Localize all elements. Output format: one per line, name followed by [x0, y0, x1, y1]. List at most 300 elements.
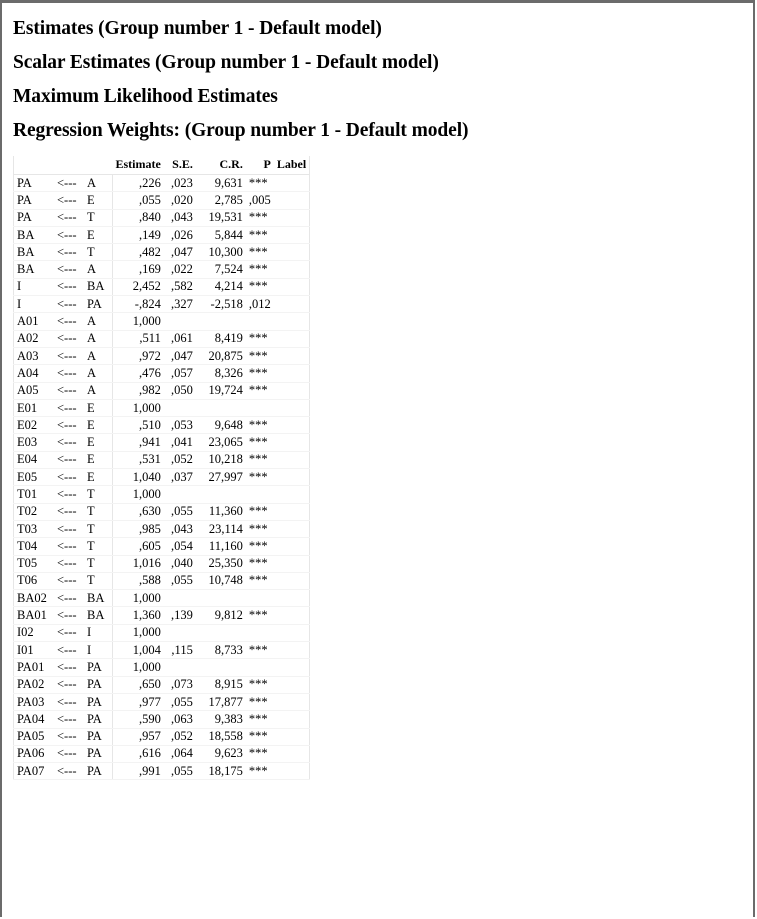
- cell-arrow: <---: [54, 520, 84, 537]
- table-row: [14, 365, 310, 382]
- cell-to: PA03: [14, 693, 55, 710]
- column-header-arrow: [54, 156, 84, 175]
- cell-from: A: [84, 261, 113, 278]
- table-row: [14, 261, 310, 278]
- table-header-row: [14, 156, 310, 175]
- cell-cr: 8,733: [196, 642, 246, 659]
- cell-p: ***: [246, 607, 274, 624]
- cell-to: T03: [14, 520, 55, 537]
- cell-label: [274, 538, 310, 555]
- cell-cr: 19,531: [196, 209, 246, 226]
- cell-from: T: [84, 209, 113, 226]
- cell-est: -,824: [113, 296, 164, 313]
- cell-se: ,064: [164, 745, 196, 762]
- cell-label: [274, 763, 310, 780]
- table-row: [14, 278, 310, 295]
- cell-label: [274, 399, 310, 416]
- table-row: [14, 192, 310, 209]
- cell-p: ***: [246, 451, 274, 468]
- cell-from: A: [84, 365, 113, 382]
- cell-from: A: [84, 175, 113, 192]
- cell-label: [274, 365, 310, 382]
- cell-est: 1,016: [113, 555, 164, 572]
- heading-regression-weights: Regression Weights: (Group number 1 - Default model): [13, 120, 469, 141]
- cell-to: BA01: [14, 607, 55, 624]
- cell-from: T: [84, 520, 113, 537]
- table-row: [14, 244, 310, 261]
- cell-cr: [196, 624, 246, 641]
- cell-arrow: <---: [54, 399, 84, 416]
- table-row: [14, 434, 310, 451]
- cell-p: ***: [246, 676, 274, 693]
- table-row: [14, 347, 310, 364]
- cell-est: ,840: [113, 209, 164, 226]
- cell-to: E03: [14, 434, 55, 451]
- cell-from: A: [84, 347, 113, 364]
- cell-from: A: [84, 330, 113, 347]
- cell-to: PA02: [14, 676, 55, 693]
- cell-p: ***: [246, 365, 274, 382]
- cell-p: ***: [246, 417, 274, 434]
- heading-maximum-likelihood: Maximum Likelihood Estimates: [13, 86, 278, 107]
- cell-to: BA: [14, 226, 55, 243]
- cell-est: ,985: [113, 520, 164, 537]
- table-row: [14, 226, 310, 243]
- cell-to: PA06: [14, 745, 55, 762]
- cell-se: ,073: [164, 676, 196, 693]
- cell-from: E: [84, 417, 113, 434]
- cell-se: ,050: [164, 382, 196, 399]
- output-document: [13, 14, 751, 780]
- cell-se: [164, 624, 196, 641]
- cell-p: ***: [246, 693, 274, 710]
- cell-label: [274, 676, 310, 693]
- cell-to: PA: [14, 175, 55, 192]
- cell-from: I: [84, 624, 113, 641]
- column-header-from: [84, 156, 113, 175]
- table-row: [14, 399, 310, 416]
- cell-cr: [196, 659, 246, 676]
- cell-se: ,052: [164, 728, 196, 745]
- cell-cr: 11,360: [196, 503, 246, 520]
- cell-arrow: <---: [54, 296, 84, 313]
- cell-arrow: <---: [54, 572, 84, 589]
- cell-label: [274, 745, 310, 762]
- cell-cr: [196, 590, 246, 607]
- table-row: [14, 745, 310, 762]
- cell-from: PA: [84, 659, 113, 676]
- column-header-cr: C.R.: [196, 156, 246, 175]
- cell-label: [274, 226, 310, 243]
- table-row: [14, 711, 310, 728]
- cell-label: [274, 728, 310, 745]
- cell-p: ***: [246, 175, 274, 192]
- column-header-to: [14, 156, 55, 175]
- cell-from: A: [84, 382, 113, 399]
- cell-from: BA: [84, 590, 113, 607]
- cell-arrow: <---: [54, 365, 84, 382]
- cell-from: E: [84, 399, 113, 416]
- cell-se: ,139: [164, 607, 196, 624]
- cell-p: ***: [246, 728, 274, 745]
- cell-from: T: [84, 486, 113, 503]
- cell-est: ,605: [113, 538, 164, 555]
- cell-est: ,650: [113, 676, 164, 693]
- cell-arrow: <---: [54, 417, 84, 434]
- table-row: [14, 676, 310, 693]
- cell-from: PA: [84, 296, 113, 313]
- table-row: [14, 520, 310, 537]
- cell-from: I: [84, 642, 113, 659]
- cell-se: ,053: [164, 417, 196, 434]
- cell-to: T02: [14, 503, 55, 520]
- cell-from: T: [84, 244, 113, 261]
- cell-cr: 18,175: [196, 763, 246, 780]
- cell-est: 1,000: [113, 313, 164, 330]
- table-row: [14, 503, 310, 520]
- cell-se: ,054: [164, 538, 196, 555]
- cell-to: E02: [14, 417, 55, 434]
- cell-cr: 18,558: [196, 728, 246, 745]
- table-row: [14, 572, 310, 589]
- cell-p: [246, 399, 274, 416]
- cell-cr: 9,812: [196, 607, 246, 624]
- cell-arrow: <---: [54, 745, 84, 762]
- cell-p: ***: [246, 226, 274, 243]
- cell-arrow: <---: [54, 538, 84, 555]
- cell-cr: 19,724: [196, 382, 246, 399]
- cell-p: ***: [246, 244, 274, 261]
- table-row: [14, 642, 310, 659]
- cell-p: ***: [246, 434, 274, 451]
- cell-p: ***: [246, 503, 274, 520]
- cell-est: 1,040: [113, 469, 164, 486]
- cell-label: [274, 278, 310, 295]
- cell-est: ,991: [113, 763, 164, 780]
- cell-label: [274, 711, 310, 728]
- cell-to: T05: [14, 555, 55, 572]
- cell-se: ,041: [164, 434, 196, 451]
- cell-arrow: <---: [54, 261, 84, 278]
- cell-est: 2,452: [113, 278, 164, 295]
- cell-est: ,957: [113, 728, 164, 745]
- table-row: [14, 486, 310, 503]
- cell-p: ,005: [246, 192, 274, 209]
- cell-from: T: [84, 503, 113, 520]
- column-header-p: P: [246, 156, 274, 175]
- cell-to: T01: [14, 486, 55, 503]
- cell-to: E05: [14, 469, 55, 486]
- cell-est: ,476: [113, 365, 164, 382]
- cell-arrow: <---: [54, 192, 84, 209]
- cell-est: ,977: [113, 693, 164, 710]
- cell-se: ,023: [164, 175, 196, 192]
- cell-label: [274, 244, 310, 261]
- cell-from: E: [84, 434, 113, 451]
- cell-from: E: [84, 192, 113, 209]
- cell-label: [274, 296, 310, 313]
- cell-cr: [196, 486, 246, 503]
- cell-label: [274, 503, 310, 520]
- cell-se: ,582: [164, 278, 196, 295]
- cell-cr: 9,383: [196, 711, 246, 728]
- cell-se: ,026: [164, 226, 196, 243]
- cell-label: [274, 642, 310, 659]
- cell-cr: [196, 313, 246, 330]
- cell-cr: 5,844: [196, 226, 246, 243]
- cell-p: ***: [246, 347, 274, 364]
- cell-p: ***: [246, 642, 274, 659]
- cell-cr: 9,648: [196, 417, 246, 434]
- cell-to: A04: [14, 365, 55, 382]
- cell-p: [246, 313, 274, 330]
- cell-se: [164, 399, 196, 416]
- table-row: [14, 763, 310, 780]
- cell-label: [274, 347, 310, 364]
- cell-se: ,043: [164, 209, 196, 226]
- cell-label: [274, 590, 310, 607]
- table-row: [14, 624, 310, 641]
- cell-est: ,630: [113, 503, 164, 520]
- cell-est: ,482: [113, 244, 164, 261]
- cell-p: ***: [246, 209, 274, 226]
- cell-p: [246, 590, 274, 607]
- cell-se: [164, 659, 196, 676]
- cell-cr: 10,300: [196, 244, 246, 261]
- cell-to: BA: [14, 261, 55, 278]
- cell-from: PA: [84, 763, 113, 780]
- cell-from: T: [84, 555, 113, 572]
- cell-se: ,022: [164, 261, 196, 278]
- cell-se: ,020: [164, 192, 196, 209]
- cell-p: ***: [246, 261, 274, 278]
- cell-est: ,511: [113, 330, 164, 347]
- cell-cr: 11,160: [196, 538, 246, 555]
- cell-from: T: [84, 538, 113, 555]
- regression-weights-table: [13, 156, 310, 780]
- cell-cr: 10,218: [196, 451, 246, 468]
- cell-se: ,057: [164, 365, 196, 382]
- cell-est: ,531: [113, 451, 164, 468]
- cell-se: [164, 486, 196, 503]
- table-row: [14, 469, 310, 486]
- cell-arrow: <---: [54, 382, 84, 399]
- cell-se: ,055: [164, 693, 196, 710]
- cell-from: BA: [84, 278, 113, 295]
- cell-to: PA01: [14, 659, 55, 676]
- cell-arrow: <---: [54, 676, 84, 693]
- cell-est: ,616: [113, 745, 164, 762]
- cell-to: PA07: [14, 763, 55, 780]
- table-row: [14, 555, 310, 572]
- table-row: [14, 209, 310, 226]
- cell-to: I: [14, 278, 55, 295]
- heading-scalar-estimates: Scalar Estimates (Group number 1 - Default model): [13, 52, 439, 73]
- table-row: [14, 330, 310, 347]
- cell-est: ,055: [113, 192, 164, 209]
- cell-label: [274, 572, 310, 589]
- cell-se: ,055: [164, 503, 196, 520]
- cell-p: ***: [246, 278, 274, 295]
- cell-arrow: <---: [54, 313, 84, 330]
- cell-est: 1,000: [113, 486, 164, 503]
- cell-se: [164, 590, 196, 607]
- cell-arrow: <---: [54, 175, 84, 192]
- table-body: [14, 175, 310, 780]
- table-row: [14, 590, 310, 607]
- cell-est: 1,360: [113, 607, 164, 624]
- cell-to: PA: [14, 192, 55, 209]
- cell-from: T: [84, 572, 113, 589]
- cell-to: PA04: [14, 711, 55, 728]
- cell-to: BA: [14, 244, 55, 261]
- cell-to: E04: [14, 451, 55, 468]
- cell-se: ,040: [164, 555, 196, 572]
- cell-label: [274, 261, 310, 278]
- cell-est: ,941: [113, 434, 164, 451]
- cell-p: ,012: [246, 296, 274, 313]
- cell-to: I: [14, 296, 55, 313]
- cell-cr: 23,114: [196, 520, 246, 537]
- cell-arrow: <---: [54, 659, 84, 676]
- cell-arrow: <---: [54, 503, 84, 520]
- cell-cr: 2,785: [196, 192, 246, 209]
- cell-cr: 4,214: [196, 278, 246, 295]
- table-row: [14, 538, 310, 555]
- cell-label: [274, 693, 310, 710]
- cell-arrow: <---: [54, 555, 84, 572]
- cell-est: ,972: [113, 347, 164, 364]
- cell-cr: 8,419: [196, 330, 246, 347]
- cell-cr: 23,065: [196, 434, 246, 451]
- cell-p: ***: [246, 745, 274, 762]
- cell-est: ,149: [113, 226, 164, 243]
- cell-est: 1,000: [113, 399, 164, 416]
- cell-from: PA: [84, 711, 113, 728]
- cell-label: [274, 417, 310, 434]
- cell-arrow: <---: [54, 486, 84, 503]
- cell-to: T04: [14, 538, 55, 555]
- cell-label: [274, 555, 310, 572]
- column-header-se: S.E.: [164, 156, 196, 175]
- cell-arrow: <---: [54, 434, 84, 451]
- table-row: [14, 313, 310, 330]
- cell-label: [274, 209, 310, 226]
- cell-se: ,047: [164, 347, 196, 364]
- cell-se: ,061: [164, 330, 196, 347]
- cell-p: ***: [246, 469, 274, 486]
- cell-cr: -2,518: [196, 296, 246, 313]
- cell-est: 1,004: [113, 642, 164, 659]
- cell-to: A03: [14, 347, 55, 364]
- cell-p: [246, 624, 274, 641]
- cell-cr: 8,915: [196, 676, 246, 693]
- cell-arrow: <---: [54, 347, 84, 364]
- cell-arrow: <---: [54, 763, 84, 780]
- cell-from: E: [84, 226, 113, 243]
- cell-est: ,169: [113, 261, 164, 278]
- cell-arrow: <---: [54, 469, 84, 486]
- cell-arrow: <---: [54, 451, 84, 468]
- cell-arrow: <---: [54, 330, 84, 347]
- cell-arrow: <---: [54, 244, 84, 261]
- cell-to: BA02: [14, 590, 55, 607]
- cell-to: PA: [14, 209, 55, 226]
- cell-p: ***: [246, 711, 274, 728]
- cell-arrow: <---: [54, 624, 84, 641]
- column-header-estimate: Estimate: [113, 156, 164, 175]
- cell-label: [274, 520, 310, 537]
- cell-se: ,115: [164, 642, 196, 659]
- cell-to: A05: [14, 382, 55, 399]
- cell-se: [164, 313, 196, 330]
- table-row: [14, 175, 310, 192]
- cell-se: ,055: [164, 763, 196, 780]
- table-row: [14, 659, 310, 676]
- cell-arrow: <---: [54, 590, 84, 607]
- cell-cr: 9,623: [196, 745, 246, 762]
- cell-label: [274, 624, 310, 641]
- cell-to: A02: [14, 330, 55, 347]
- column-header-label: Label: [274, 156, 310, 175]
- cell-p: ***: [246, 555, 274, 572]
- table-row: [14, 296, 310, 313]
- table-row: [14, 607, 310, 624]
- cell-label: [274, 382, 310, 399]
- cell-arrow: <---: [54, 711, 84, 728]
- cell-se: ,327: [164, 296, 196, 313]
- cell-se: ,052: [164, 451, 196, 468]
- cell-cr: 20,875: [196, 347, 246, 364]
- cell-label: [274, 434, 310, 451]
- cell-cr: 7,524: [196, 261, 246, 278]
- cell-est: ,226: [113, 175, 164, 192]
- cell-label: [274, 313, 310, 330]
- cell-from: PA: [84, 728, 113, 745]
- cell-from: BA: [84, 607, 113, 624]
- cell-label: [274, 486, 310, 503]
- cell-label: [274, 659, 310, 676]
- cell-from: PA: [84, 693, 113, 710]
- cell-to: I02: [14, 624, 55, 641]
- cell-arrow: <---: [54, 693, 84, 710]
- cell-est: 1,000: [113, 590, 164, 607]
- table-row: [14, 728, 310, 745]
- cell-est: 1,000: [113, 624, 164, 641]
- cell-est: ,588: [113, 572, 164, 589]
- cell-p: ***: [246, 538, 274, 555]
- cell-se: ,037: [164, 469, 196, 486]
- cell-p: [246, 659, 274, 676]
- cell-from: PA: [84, 745, 113, 762]
- cell-est: ,982: [113, 382, 164, 399]
- cell-cr: 8,326: [196, 365, 246, 382]
- cell-label: [274, 469, 310, 486]
- cell-cr: 27,997: [196, 469, 246, 486]
- cell-from: PA: [84, 676, 113, 693]
- cell-arrow: <---: [54, 728, 84, 745]
- cell-label: [274, 607, 310, 624]
- cell-to: T06: [14, 572, 55, 589]
- cell-p: ***: [246, 763, 274, 780]
- cell-se: ,047: [164, 244, 196, 261]
- cell-to: PA05: [14, 728, 55, 745]
- cell-est: ,590: [113, 711, 164, 728]
- table-row: [14, 693, 310, 710]
- cell-arrow: <---: [54, 278, 84, 295]
- cell-arrow: <---: [54, 226, 84, 243]
- cell-p: ***: [246, 572, 274, 589]
